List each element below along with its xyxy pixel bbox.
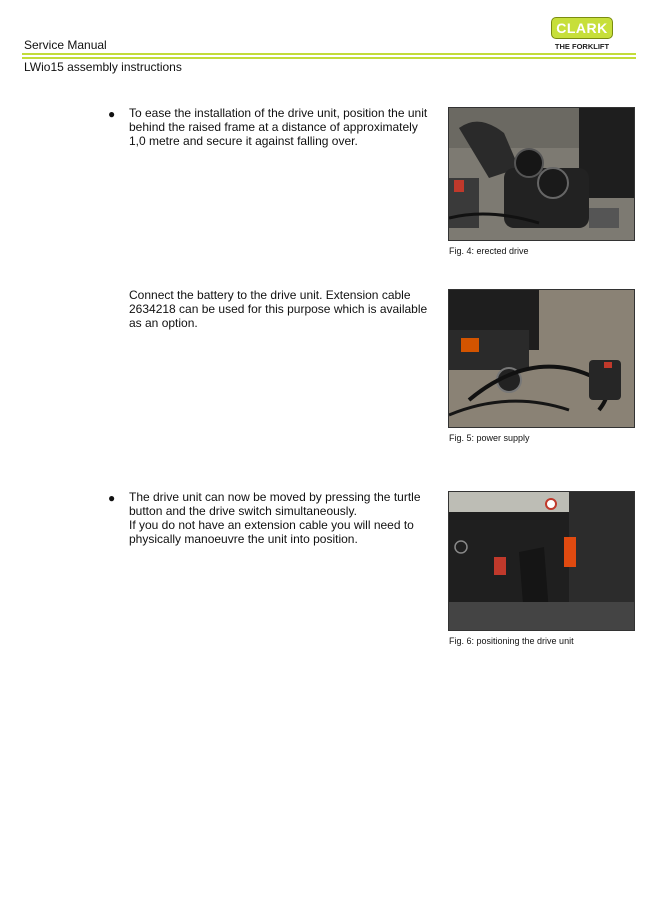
- instruction-text: To ease the installation of the drive unit, position the unit behind the raised frame at a distance of approximately 1,0 metre and secure it against falling over.: [129, 106, 428, 148]
- logo-tagline: THE FORKLIFT: [554, 42, 610, 51]
- header-rule-bottom: [22, 57, 636, 59]
- figure-caption: Fig. 4: erected drive: [449, 246, 529, 256]
- figure-power-supply: [448, 289, 635, 428]
- figure-caption: Fig. 5: power supply: [449, 433, 530, 443]
- manual-title: Service Manual: [24, 38, 107, 52]
- bullet-marker: ●: [108, 491, 116, 505]
- instruction-text: The drive unit can now be moved by pressing the turtle button and the drive switch simultaneously. If you do not have an extension cable you will need to physically manoeuvre the unit into position.: [129, 490, 421, 546]
- document-subtitle: LWio15 assembly instructions: [24, 60, 182, 74]
- header-rule-top: [22, 53, 636, 55]
- figure-erected-drive: [448, 107, 635, 241]
- bullet-marker: ●: [108, 107, 116, 121]
- figure-positioning-drive-unit: [448, 491, 635, 631]
- instruction-text: Connect the battery to the drive unit. Extension cable 2634218 can be used for this purpose which is available as an option.: [129, 288, 428, 330]
- figure-caption: Fig. 6: positioning the drive unit: [449, 636, 574, 646]
- clark-logo: [551, 17, 613, 53]
- logo-wordmark: CLARK: [551, 17, 613, 39]
